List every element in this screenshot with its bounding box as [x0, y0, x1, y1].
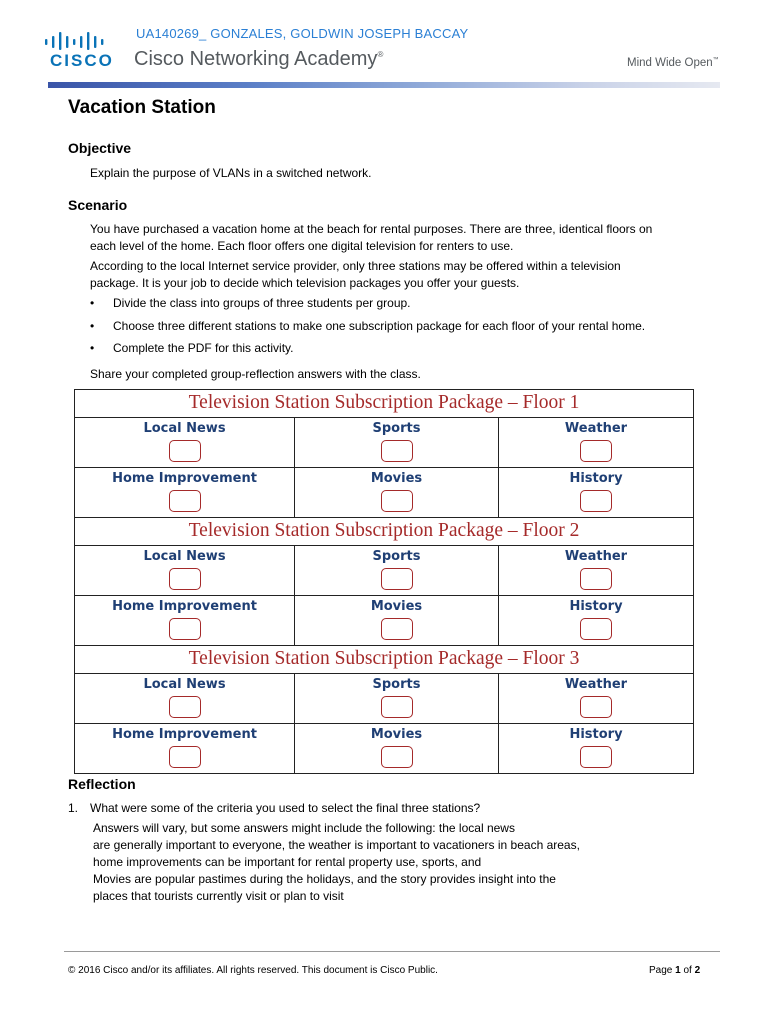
station-checkbox[interactable] — [169, 696, 201, 718]
header-divider — [48, 82, 720, 88]
station-cell — [295, 596, 499, 646]
station-label: Home Improvement — [112, 727, 257, 742]
station-cell — [75, 418, 295, 468]
tagline: Mind Wide Open™ — [627, 57, 719, 69]
station-label: History — [569, 599, 623, 614]
reflection-answer-1: Answers will vary, but some answers might include the following: the local news are generally important to everyone, the weather is important to vacationers in beach areas, home improvements can be important for rental property use, sports, and Movies are popular pastimes during the holidays, and the story provides insight into the places that tourists currently visit or plan to visit — [93, 821, 580, 903]
station-checkbox[interactable] — [580, 696, 612, 718]
station-cell — [295, 546, 499, 596]
scenario-paragraph-1: You have purchased a vacation home at the beach for rental purposes. There are three, identical floors on each level of the home. Each floor offers one digital television for renters to use. — [90, 222, 653, 253]
station-checkbox[interactable] — [580, 440, 612, 462]
bullet-icon: • — [90, 341, 95, 355]
station-label: Movies — [370, 471, 423, 486]
station-checkbox[interactable] — [580, 568, 612, 590]
station-label: Local News — [143, 421, 226, 436]
station-checkbox[interactable] — [381, 618, 413, 640]
station-cell — [499, 724, 694, 774]
bullet-item: • Divide the class into groups of three students per group. — [90, 296, 411, 310]
bullet-icon: • — [90, 296, 95, 310]
station-label: Weather — [564, 549, 628, 564]
station-cell — [499, 674, 694, 724]
cisco-logo-icon — [44, 30, 114, 50]
reflection-heading: Reflection — [68, 776, 136, 792]
station-checkbox[interactable] — [381, 696, 413, 718]
station-cell — [499, 596, 694, 646]
station-cell — [499, 468, 694, 518]
station-cell — [75, 674, 295, 724]
page-title: Vacation Station — [68, 97, 216, 118]
station-cell — [75, 596, 295, 646]
copyright-text: © 2016 Cisco and/or its affiliates. All rights reserved. This document is Cisco Public. — [68, 965, 438, 976]
floor-package-title: Television Station Subscription Package – Floor 1 — [75, 390, 694, 418]
station-cell — [75, 468, 295, 518]
station-label: Local News — [143, 677, 226, 692]
scenario-heading: Scenario — [68, 197, 128, 213]
bullet-item: • Complete the PDF for this activity. — [90, 341, 294, 355]
station-label: History — [569, 727, 623, 742]
page-header — [0, 0, 768, 90]
station-label: Weather — [564, 677, 628, 692]
footer-divider — [64, 951, 720, 952]
station-cell — [499, 418, 694, 468]
station-cell — [295, 468, 499, 518]
station-label: Home Improvement — [112, 471, 257, 486]
station-checkbox[interactable] — [381, 746, 413, 768]
station-cell — [295, 674, 499, 724]
station-checkbox[interactable] — [580, 618, 612, 640]
academy-title: Cisco Networking Academy® — [134, 48, 384, 70]
station-checkbox[interactable] — [169, 568, 201, 590]
share-instructions: Share your completed group-reflection answers with the class. — [90, 367, 421, 381]
floor-package-title: Television Station Subscription Package – Floor 3 — [75, 646, 694, 674]
student-name: UA140269_ GONZALES, GOLDWIN JOSEPH BACCAY — [136, 26, 469, 41]
floor-package-title: Television Station Subscription Package – Floor 2 — [75, 518, 694, 546]
objective-heading: Objective — [68, 140, 132, 156]
station-label: Sports — [372, 421, 421, 436]
station-label: Sports — [372, 677, 421, 692]
scenario-paragraph-2: According to the local Internet service provider, only three stations may be offered within a television package. It is your job to decide which television packages you offer your guests. — [90, 259, 621, 290]
objective-text: Explain the purpose of VLANs in a switched network. — [90, 166, 372, 180]
station-label: Sports — [372, 549, 421, 564]
reflection-question-1: 1. What were some of the criteria you used to select the final three stations? — [68, 801, 481, 815]
station-cell — [295, 418, 499, 468]
station-row — [75, 546, 694, 596]
station-row — [75, 468, 694, 518]
station-cell — [499, 546, 694, 596]
subscription-package-table — [74, 389, 694, 774]
station-label: History — [569, 471, 623, 486]
station-checkbox[interactable] — [381, 568, 413, 590]
station-checkbox[interactable] — [169, 618, 201, 640]
station-checkbox[interactable] — [381, 440, 413, 462]
station-checkbox[interactable] — [169, 440, 201, 462]
station-label: Movies — [370, 599, 423, 614]
station-cell — [75, 724, 295, 774]
cisco-logo-text: CISCO — [50, 51, 114, 70]
station-row — [75, 674, 694, 724]
station-checkbox[interactable] — [169, 490, 201, 512]
bullet-icon: • — [90, 319, 95, 333]
station-label: Home Improvement — [112, 599, 257, 614]
station-row — [75, 724, 694, 774]
station-label: Local News — [143, 549, 226, 564]
bullet-item: • Choose three different stations to make one subscription package for each floor of your rental home. — [90, 319, 646, 333]
station-checkbox[interactable] — [381, 490, 413, 512]
page-number: Page 1 of 2 — [649, 965, 701, 976]
station-row — [75, 418, 694, 468]
station-checkbox[interactable] — [580, 746, 612, 768]
station-checkbox[interactable] — [169, 746, 201, 768]
station-row — [75, 596, 694, 646]
station-cell — [295, 724, 499, 774]
station-label: Movies — [370, 727, 423, 742]
station-checkbox[interactable] — [580, 490, 612, 512]
station-cell — [75, 546, 295, 596]
station-label: Weather — [564, 421, 628, 436]
